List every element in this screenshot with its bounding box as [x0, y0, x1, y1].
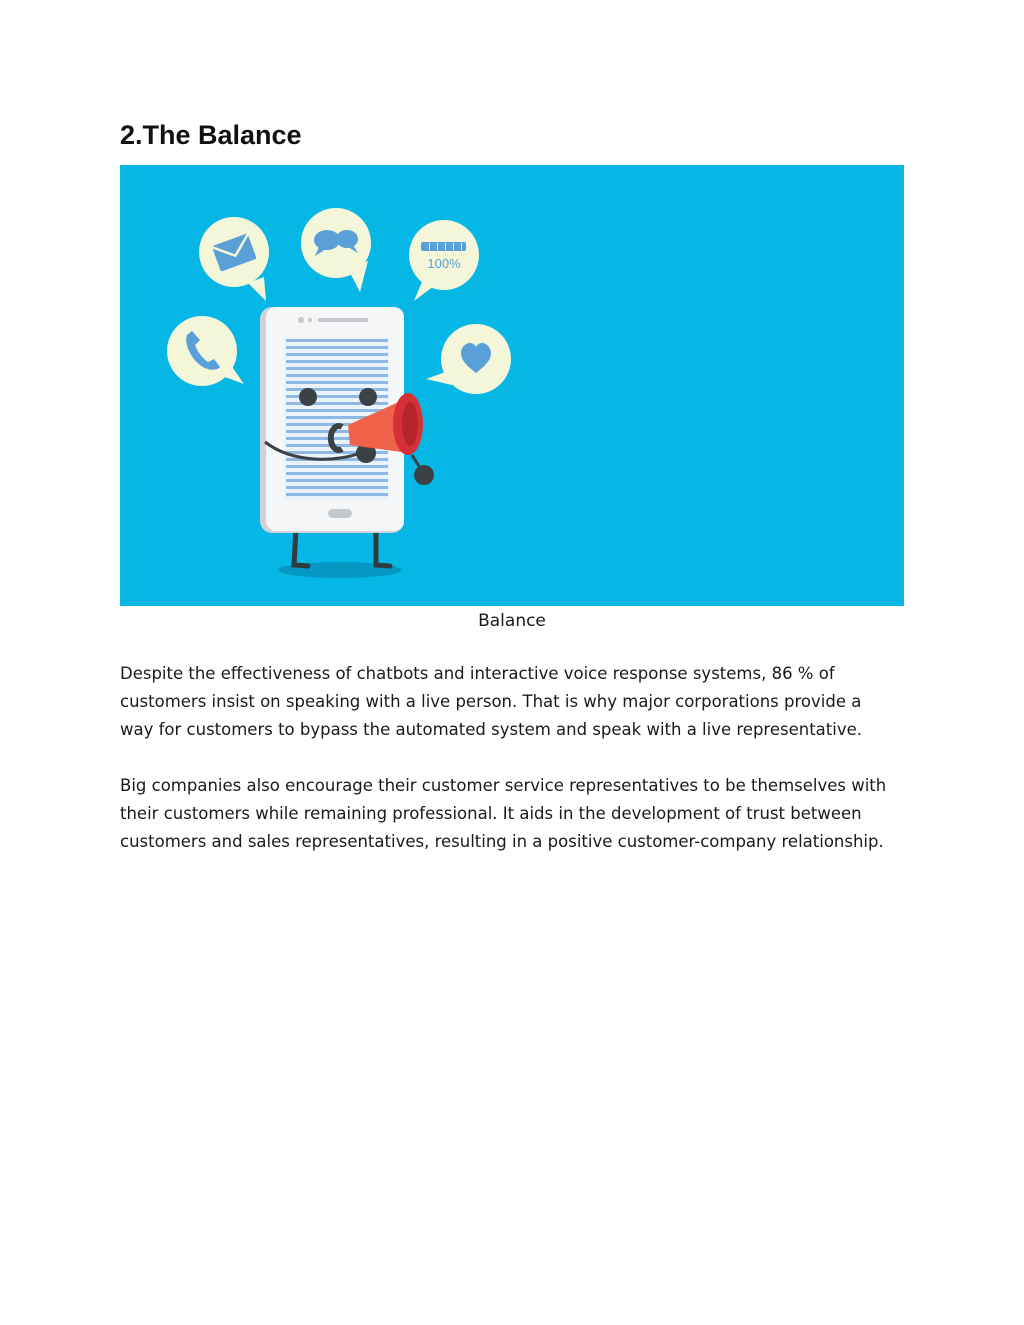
right-eye [359, 388, 377, 406]
section-heading: 2.The Balance [120, 120, 302, 150]
progress-bubble [409, 220, 479, 301]
chat-bubble [301, 208, 371, 292]
progress-percent-label: 100% [427, 256, 461, 271]
figure-caption: Balance [478, 611, 546, 631]
balance-illustration [120, 165, 904, 606]
envelope-bubble [199, 217, 269, 301]
left-eye [299, 388, 317, 406]
body-paragraph: Despite the effectiveness of chatbots and interactive voice response systems, 86 % of customers insist on speaking with a live person. That is why major corporations provide a way for customers to bypass the automated system and speak with a live representative. [120, 664, 863, 739]
phone-call-bubble [167, 316, 244, 386]
heart-bubble [426, 324, 511, 394]
body-paragraph: Big companies also encourage their customer service representatives to be themselves with their customers while remaining professional. It aids in the development of trust between customers and sales representatives, resulting in a positive customer-company relationship. [120, 776, 887, 851]
progress-battery-icon [421, 242, 466, 251]
